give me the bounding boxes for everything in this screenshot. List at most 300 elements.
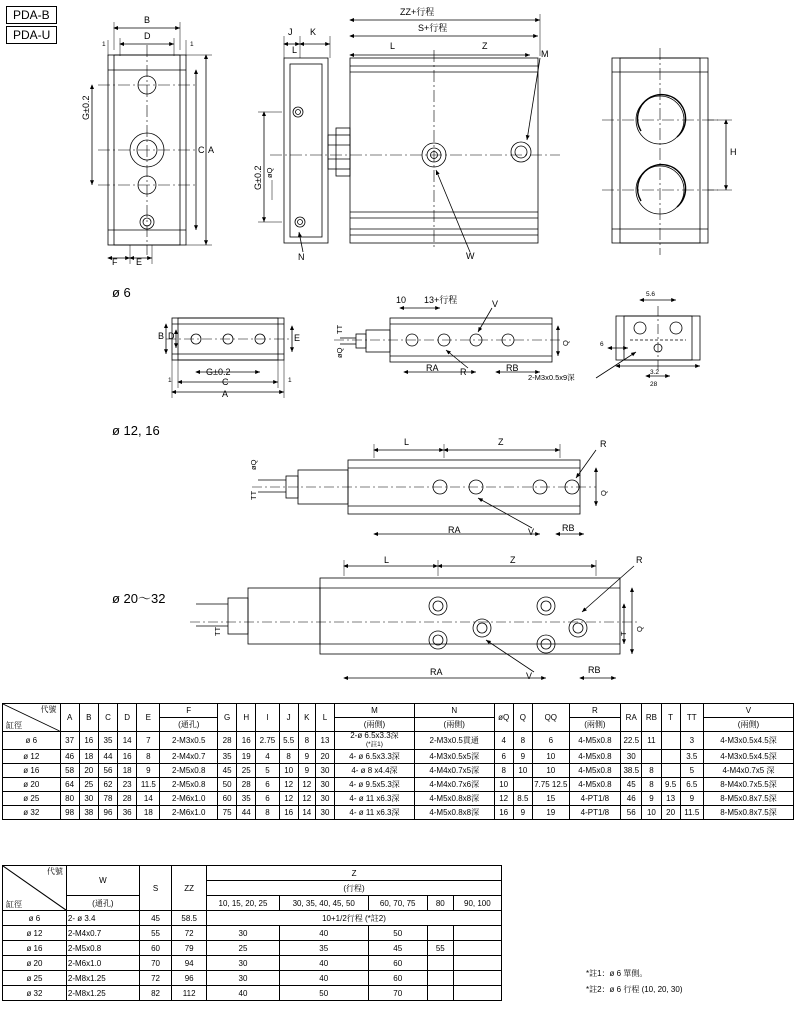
cell-qq: 19 (532, 805, 569, 819)
cell-k: 12 (298, 777, 315, 791)
note-2: *註2：ø 6 行程 (10, 20, 30) (586, 985, 683, 994)
cell-r: 4-M5x0.8 (569, 763, 620, 777)
cell-r: 4-M5x0.8 (569, 732, 620, 750)
cell-j: 16 (279, 805, 298, 819)
cell-r: 4-PT1/8 (569, 805, 620, 819)
cell-z-1: 40 (279, 956, 368, 971)
cell-d: 23 (118, 777, 137, 791)
cell-bore: ø 25 (3, 791, 61, 805)
cell-z-2: 50 (368, 926, 427, 941)
cell-d: 36 (118, 805, 137, 819)
sec-col-S: S (139, 866, 172, 911)
cell-a: 46 (60, 749, 79, 763)
header-corner (3, 704, 61, 732)
table-row (3, 763, 794, 777)
dim-RA-r2: RA (426, 363, 439, 373)
cell-q1: 16 (494, 805, 513, 819)
cell-tt: 3.5 (680, 749, 703, 763)
cell-q2: 9 (513, 749, 532, 763)
dim-Q-r4: Q (635, 626, 644, 632)
dim-L-r4: L (384, 555, 390, 565)
dim-D-view1: D (144, 31, 151, 41)
cell-s: 72 (139, 971, 172, 986)
cell-h: 19 (237, 749, 256, 763)
cell-tt: 9 (680, 791, 703, 805)
dim-T-r4: T (619, 631, 628, 636)
cell-m: 4- ø 11 x6.3深 (335, 791, 415, 805)
dim-28: 28 (650, 381, 658, 388)
cell-z-2: 60 (368, 956, 427, 971)
dim-RB-r4: RB (588, 665, 601, 675)
dim-A-r2: A (222, 389, 229, 399)
cell-q1: 6 (494, 749, 513, 763)
cell-g: 28 (218, 732, 237, 750)
cell-k: 12 (298, 791, 315, 805)
cell-z-0: 25 (207, 941, 280, 956)
sec-header-row-1 (3, 866, 502, 881)
cell-b: 30 (79, 791, 98, 805)
cell-q1: 4 (494, 732, 513, 750)
cell-s: 82 (139, 986, 172, 1001)
sec-header-bore-label: 缸徑 (6, 900, 22, 909)
table-row (3, 926, 502, 941)
model-label-b: PDA-B (6, 6, 57, 24)
cell-z-0: 30 (207, 956, 280, 971)
dim-RB-r3: RB (562, 523, 575, 533)
cell-l: 20 (315, 749, 334, 763)
label-M: M (541, 49, 549, 59)
cell-l: 30 (315, 777, 334, 791)
col-N: N (414, 704, 494, 718)
label-V-r2: V (492, 299, 499, 309)
cell-z-3 (427, 986, 453, 1001)
dim-TT-r2: TT (335, 324, 344, 334)
cell-w: 2-M8x1.25 (66, 971, 139, 986)
cell-f: 2-M4x0.7 (160, 749, 218, 763)
cell-a: 58 (60, 763, 79, 777)
dim-E-view1: E (136, 257, 143, 267)
cell-z-3 (427, 926, 453, 941)
cell-g: 35 (218, 749, 237, 763)
cell-d: 18 (118, 763, 137, 777)
cell-qq: 15 (532, 791, 569, 805)
cell-zz: 58.5 (172, 911, 207, 926)
cell-h: 28 (237, 777, 256, 791)
cell-t: 13 (661, 791, 680, 805)
cell-ra: 56 (621, 805, 642, 819)
cell-k: 8 (298, 732, 315, 750)
cell-z-merged: 10+1/2行程 (*註2) (207, 911, 502, 926)
cell-n: 4-M4x0.7x6深 (414, 777, 494, 791)
dim-56: 5.6 (646, 291, 656, 298)
note-2m3-deep: 2-M3x0.5x9深 (528, 373, 575, 382)
cell-c: 78 (98, 791, 117, 805)
cell-z-4 (453, 986, 501, 1001)
dim-RB-r2: RB (506, 363, 519, 373)
cell-s: 45 (139, 911, 172, 926)
cell-v: 8-M4x0.7x5.5深 (703, 777, 793, 791)
col-R: R (569, 704, 620, 718)
cell-e: 11.5 (137, 777, 160, 791)
cell-b: 16 (79, 732, 98, 750)
dim-Q-r2: Q (561, 340, 570, 346)
cell-zz: 94 (172, 956, 207, 971)
cell-n: 2-M3x0.5貫通 (414, 732, 494, 750)
cell-w: 2-M4x0.7 (66, 926, 139, 941)
cell-e: 18 (137, 805, 160, 819)
cell-l: 30 (315, 791, 334, 805)
cell-qq: 10 (532, 749, 569, 763)
note-1: *註1：ø 6 單側。 (586, 969, 648, 978)
cell-t: 9.5 (661, 777, 680, 791)
cell-a: 64 (60, 777, 79, 791)
cell-c: 35 (98, 732, 117, 750)
dim-s-stroke: S+行程 (418, 23, 448, 33)
cell-rb: 8 (642, 777, 661, 791)
col-J: J (279, 704, 298, 732)
dim-G-view1: G±0.2 (81, 95, 91, 120)
table-row (3, 777, 794, 791)
cell-f: 2-M5x0.8 (160, 763, 218, 777)
cell-b: 25 (79, 777, 98, 791)
col-A: A (60, 704, 79, 732)
col-C: C (98, 704, 117, 732)
cell-h: 44 (237, 805, 256, 819)
cell-a: 37 (60, 732, 79, 750)
col-I: I (256, 704, 279, 732)
dim-oQ-r3: øQ (249, 459, 258, 470)
cell-bore: ø 6 (3, 732, 61, 750)
col-Q: Q (513, 704, 532, 732)
cell-h: 35 (237, 791, 256, 805)
dimension-table-stroke (2, 865, 502, 1001)
cell-w: 2- ø 3.4 (66, 911, 139, 926)
col-RA: RA (621, 704, 642, 732)
cell-r: 4-PT1/8 (569, 791, 620, 805)
cell-qq: 7.75 12.5 (532, 777, 569, 791)
cell-e: 14 (137, 791, 160, 805)
cell-f: 2-M5x0.8 (160, 777, 218, 791)
sec-col-ZZ: ZZ (172, 866, 207, 911)
dim-C-r2: C (222, 377, 229, 387)
cell-bore: ø 6 (3, 911, 67, 926)
cell-e: 8 (137, 749, 160, 763)
cell-q2: 9 (513, 805, 532, 819)
table-row (3, 911, 502, 926)
dim-one-left: 1 (102, 41, 106, 48)
cell-f: 2-M6x1.0 (160, 791, 218, 805)
cell-j: 12 (279, 791, 298, 805)
cell-c: 44 (98, 749, 117, 763)
dim-L-view2b: L (292, 45, 298, 55)
cell-zz: 79 (172, 941, 207, 956)
cell-bore: ø 12 (3, 749, 61, 763)
cell-z-2: 45 (368, 941, 427, 956)
cell-bore: ø 32 (3, 805, 61, 819)
cell-g: 50 (218, 777, 237, 791)
cell-q1: 8 (494, 763, 513, 777)
dim-one-r2a: 1 (168, 377, 172, 384)
cell-ra: 30 (621, 749, 642, 763)
cell-t (661, 732, 680, 750)
dim-oQ-r2: øQ (335, 347, 344, 358)
cell-ra: 45 (621, 777, 642, 791)
cell-rb: 10 (642, 805, 661, 819)
cell-f: 2-M3x0.5 (160, 732, 218, 750)
cell-a: 98 (60, 805, 79, 819)
dim-TT-r4: TT (213, 626, 222, 636)
dim-Z-r4: Z (510, 555, 516, 565)
cell-bore: ø 12 (3, 926, 67, 941)
cell-j: 5.5 (279, 732, 298, 750)
table-row (3, 749, 794, 763)
cell-n: 4-M4x0.7x5深 (414, 763, 494, 777)
sec-z-col-0: 10, 15, 20, 25 (207, 896, 280, 911)
col-oQ: øQ (494, 704, 513, 732)
label-V-r4: V (526, 671, 533, 681)
cell-b: 18 (79, 749, 98, 763)
cell-z-1: 50 (279, 986, 368, 1001)
dim-C-view1: C (198, 145, 205, 155)
col-TT: TT (680, 704, 703, 732)
table-row (3, 791, 794, 805)
sec-z-col-2: 60, 70, 75 (368, 896, 427, 911)
dim-Z-r3: Z (498, 437, 504, 447)
cell-q2: 8 (513, 732, 532, 750)
label-R-r4: R (636, 555, 643, 565)
cell-m: 2-ø 6.5x3.3深 (*註1) (335, 732, 415, 750)
model-label-u: PDA-U (6, 26, 57, 44)
header-code-label: 代號 (40, 705, 57, 714)
dimension-table-main (2, 703, 794, 820)
table-row (3, 805, 794, 819)
sec-header-code-label: 代號 (46, 867, 63, 876)
cell-i: 6 (256, 791, 279, 805)
cell-r: 4-M5x0.8 (569, 777, 620, 791)
cell-c: 56 (98, 763, 117, 777)
cell-i: 5 (256, 763, 279, 777)
dim-D-r2: D (168, 331, 175, 341)
dim-B-view1: B (144, 15, 151, 25)
cell-bore: ø 32 (3, 986, 67, 1001)
sec-col-W-sub: (通孔) (66, 896, 139, 911)
cell-i: 6 (256, 777, 279, 791)
cell-tt: 5 (680, 763, 703, 777)
col-F: F (160, 704, 218, 718)
col-H: H (237, 704, 256, 732)
cell-q2: 10 (513, 763, 532, 777)
table-row (3, 941, 502, 956)
dim-G-r2: G±0.2 (206, 367, 231, 377)
cell-n: 4-M3x0.5x5深 (414, 749, 494, 763)
cell-zz: 112 (172, 986, 207, 1001)
cell-z-1: 40 (279, 971, 368, 986)
cell-e: 7 (137, 732, 160, 750)
col-B: B (79, 704, 98, 732)
table-row (3, 732, 794, 750)
cell-bore: ø 20 (3, 956, 67, 971)
cell-t (661, 763, 680, 777)
cell-r: 4-M5x0.8 (569, 749, 620, 763)
cell-w: 2-M5x0.8 (66, 941, 139, 956)
cell-d: 14 (118, 732, 137, 750)
cell-tt: 3 (680, 732, 703, 750)
sec-col-Z-sub: (行程) (207, 881, 502, 896)
dim-one-right: 1 (190, 41, 194, 48)
cell-z-0: 30 (207, 971, 280, 986)
cell-rb: 11 (642, 732, 661, 750)
dim-E-r2: E (294, 333, 301, 343)
cell-s: 55 (139, 926, 172, 941)
cell-m: 4- ø 6.5x3.3深 (335, 749, 415, 763)
cell-g: 60 (218, 791, 237, 805)
cell-j: 10 (279, 763, 298, 777)
cell-i: 4 (256, 749, 279, 763)
col-D: D (118, 704, 137, 732)
dim-10-r2: 10 (396, 295, 407, 305)
cell-ra: 38.5 (621, 763, 642, 777)
table-row (3, 986, 502, 1001)
cell-i: 8 (256, 805, 279, 819)
dim-oQ-view2: øQ (265, 167, 274, 178)
cell-z-4 (453, 926, 501, 941)
cell-bore: ø 16 (3, 763, 61, 777)
col-V-sub: (兩側) (703, 718, 793, 732)
col-K: K (298, 704, 315, 732)
bore-20-32-title: ø 20～32 (112, 591, 166, 606)
cell-k: 9 (298, 763, 315, 777)
cell-c: 62 (98, 777, 117, 791)
col-F-sub: (通孔) (160, 718, 218, 732)
col-R-sub: (兩側) (569, 718, 620, 732)
sec-z-col-3: 80 (427, 896, 453, 911)
cell-m: 4- ø 8 x4.4深 (335, 763, 415, 777)
cell-z-3: 55 (427, 941, 453, 956)
cell-rb: 9 (642, 791, 661, 805)
dim-TT-r3: TT (249, 490, 258, 500)
col-M: M (335, 704, 415, 718)
bore-6-title: ø 6 (112, 285, 131, 300)
dim-Q-r3: Q (599, 490, 608, 496)
dim-F-view1: F (112, 257, 118, 267)
dim-L-view2: L (390, 41, 396, 51)
cell-g: 75 (218, 805, 237, 819)
cell-m: 4- ø 9.5x5.3深 (335, 777, 415, 791)
cell-f: 2-M6x1.0 (160, 805, 218, 819)
label-N: N (298, 252, 305, 262)
label-V-r3: V (528, 527, 535, 537)
cell-j: 12 (279, 777, 298, 791)
cell-s: 70 (139, 956, 172, 971)
col-T: T (661, 704, 680, 732)
cell-bore: ø 20 (3, 777, 61, 791)
label-W: W (466, 251, 475, 261)
dim-A-view1: A (208, 145, 215, 155)
cell-k: 9 (298, 749, 315, 763)
cell-q2: 8.5 (513, 791, 532, 805)
dim-K: K (310, 27, 317, 37)
cell-d: 28 (118, 791, 137, 805)
cell-zz: 96 (172, 971, 207, 986)
sec-z-col-4: 90, 100 (453, 896, 501, 911)
dim-H-view3: H (730, 147, 737, 157)
dim-one-r2b: 1 (288, 377, 292, 384)
dim-RA-r4: RA (430, 667, 443, 677)
cell-l: 30 (315, 763, 334, 777)
cell-i: 2.75 (256, 732, 279, 750)
cell-t: 20 (661, 805, 680, 819)
cell-rb (642, 749, 661, 763)
cell-q1: 10 (494, 777, 513, 791)
sec-col-Z: Z (207, 866, 502, 881)
dim-13-stroke: 13+行程 (424, 295, 458, 305)
cell-l: 30 (315, 805, 334, 819)
col-RB: RB (642, 704, 661, 732)
cell-rb: 8 (642, 763, 661, 777)
cell-z-4 (453, 956, 501, 971)
cell-b: 20 (79, 763, 98, 777)
col-G: G (218, 704, 237, 732)
cell-w: 2-M6x1.0 (66, 956, 139, 971)
cell-v: 8-M5x0.8x7.5深 (703, 805, 793, 819)
dim-L-r3: L (404, 437, 410, 447)
dim-32: 3.2 (650, 369, 660, 376)
cell-a: 80 (60, 791, 79, 805)
cell-h: 16 (237, 732, 256, 750)
dim-Z-view2: Z (482, 41, 488, 51)
dim-zz-stroke: ZZ+行程 (400, 7, 435, 17)
sec-col-W: W (66, 866, 139, 896)
dim-B-r2: B (158, 331, 165, 341)
cell-m: 4- ø 11 x6.3深 (335, 805, 415, 819)
dim-6-r2: 6 (600, 341, 604, 348)
cell-v: 4-M3x0.5x4.5深 (703, 749, 793, 763)
cell-w: 2-M8x1.25 (66, 986, 139, 1001)
cell-q2 (513, 777, 532, 791)
cell-ra: 46 (621, 791, 642, 805)
header-bore-label: 缸徑 (6, 721, 22, 730)
cell-qq: 6 (532, 732, 569, 750)
cell-z-0: 40 (207, 986, 280, 1001)
table-header-row (3, 704, 794, 718)
cell-z-0: 30 (207, 926, 280, 941)
dim-RA-r3: RA (448, 525, 461, 535)
cell-v: 4-M4x0.7x5 深 (703, 763, 793, 777)
cell-g: 45 (218, 763, 237, 777)
cell-ra: 22.5 (621, 732, 642, 750)
sec-header-corner (3, 866, 67, 911)
cell-zz: 72 (172, 926, 207, 941)
col-E: E (137, 704, 160, 732)
cell-d: 16 (118, 749, 137, 763)
cell-z-2: 60 (368, 971, 427, 986)
cell-z-4 (453, 971, 501, 986)
cell-bore: ø 25 (3, 971, 67, 986)
cell-n: 4-M5x0.8x8深 (414, 805, 494, 819)
cell-l: 13 (315, 732, 334, 750)
cell-n: 4-M5x0.8x8深 (414, 791, 494, 805)
cell-v: 4-M3x0.5x4.5深 (703, 732, 793, 750)
cell-z-4 (453, 941, 501, 956)
col-L: L (315, 704, 334, 732)
cell-z-1: 35 (279, 941, 368, 956)
col-QQ: QQ (532, 704, 569, 732)
col-M-sub: (兩側) (335, 718, 415, 732)
sec-z-col-1: 30, 35, 40, 45, 50 (279, 896, 368, 911)
table-row (3, 971, 502, 986)
cell-b: 38 (79, 805, 98, 819)
cell-v: 8-M5x0.8x7.5深 (703, 791, 793, 805)
